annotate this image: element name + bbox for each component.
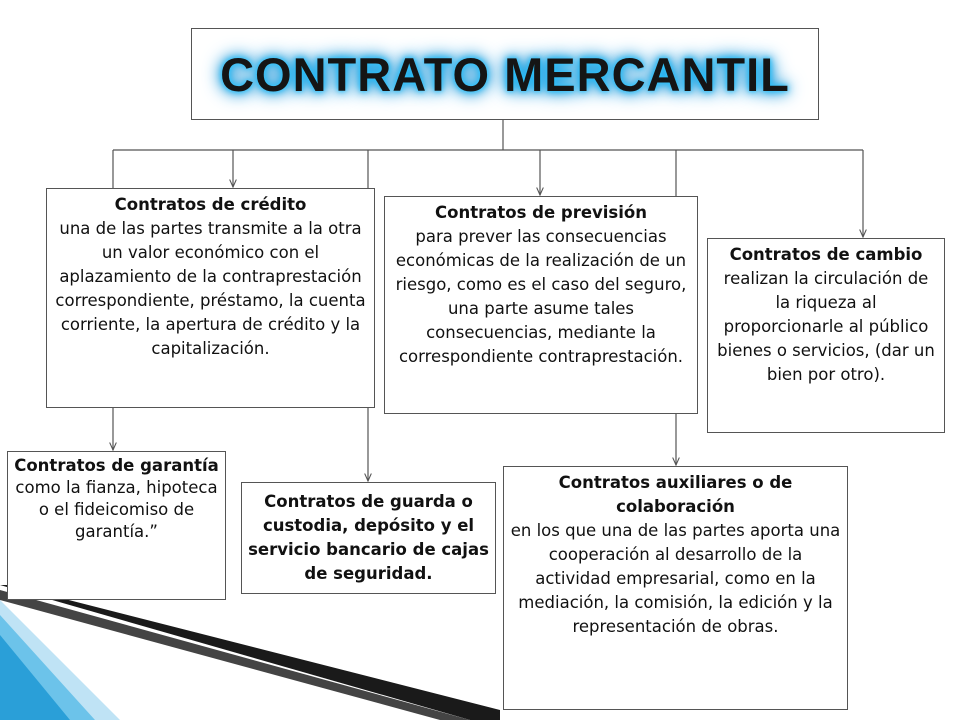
desc-credito: una de las partes transmite a la otra un valor económico con el aplazamiento de la contraprestación correspondiente, préstamo, la cuenta corriente, la apertura de crédito y la capitalización.: [55, 219, 366, 358]
heading-cambio: Contratos de cambio: [729, 245, 923, 264]
desc-cambio: realizan la circulación de la riqueza al proporcionarle al público bienes o servicios, (dar un bien por otro).: [717, 269, 935, 384]
box-contratos-guarda: [241, 482, 496, 594]
box-contratos-cambio: [707, 238, 945, 433]
title-box: [191, 28, 819, 120]
heading-auxiliares: Contratos auxiliares o de colaboración: [558, 473, 793, 516]
box-contratos-auxiliares: [503, 466, 848, 710]
desc-garantia: como la fianza, hipoteca o el fideicomiso de garantía.”: [15, 478, 218, 541]
box-contratos-prevision: [384, 196, 698, 414]
box-contratos-garantia: [7, 451, 226, 600]
box-contratos-credito: [46, 188, 375, 408]
desc-auxiliares: en los que una de las partes aporta una cooperación al desarrollo de la actividad empresarial, como en la mediación, la comisión, la edición y la representación de obras.: [510, 521, 841, 636]
heading-credito: Contratos de crédito: [114, 195, 307, 214]
page-title: CONTRATO MERCANTIL: [220, 47, 790, 101]
desc-prevision: para prever las consecuencias económicas de la realización de un riesgo, como es el caso del seguro, una parte asume tales consecuencias, mediante la correspondiente contraprestación.: [395, 227, 687, 366]
heading-garantia: Contratos de garantía: [14, 456, 219, 475]
heading-guarda: Contratos de guarda o custodia, depósito y el servicio bancario de cajas de seguridad.: [248, 492, 489, 583]
heading-prevision: Contratos de previsión: [435, 203, 647, 222]
